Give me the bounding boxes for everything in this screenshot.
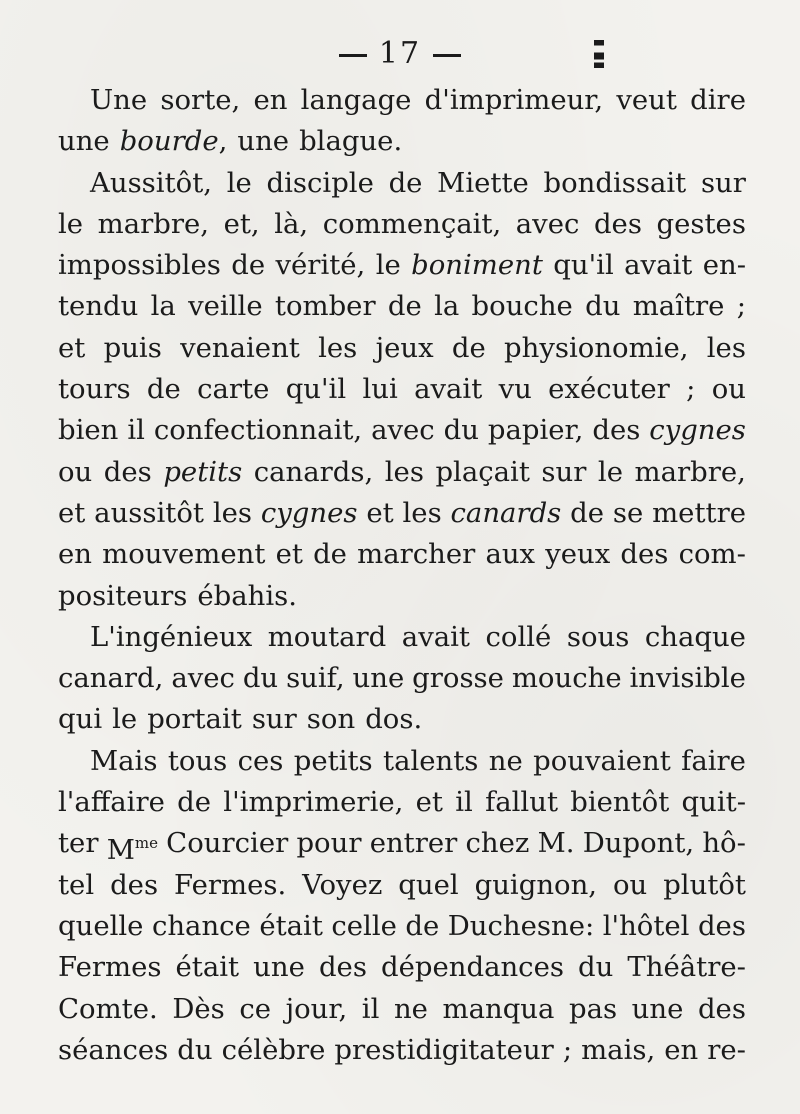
word: des [697, 992, 746, 1025]
word: marcher [357, 538, 476, 571]
word: plaçait [435, 455, 530, 488]
word: pouvaient [533, 744, 671, 777]
word: du [578, 951, 614, 984]
word: était [175, 951, 240, 984]
word: quel [398, 868, 459, 901]
text-line [58, 204, 746, 245]
word: de [388, 166, 423, 199]
text-line [58, 658, 746, 699]
word: jeux [375, 331, 434, 364]
text-line [58, 493, 746, 534]
word: prestidigitateur [334, 1033, 554, 1066]
word: chance [151, 909, 251, 942]
word: et [275, 538, 303, 571]
word: il [127, 414, 145, 447]
word: de [405, 909, 440, 942]
word: des [103, 455, 152, 488]
printer-mark [594, 40, 604, 68]
word: tous [167, 744, 228, 777]
word: sur [251, 703, 297, 736]
word: du [585, 290, 621, 323]
word: Fermes [58, 951, 162, 984]
word: sur [541, 455, 587, 488]
word: les [402, 496, 442, 529]
word: quelle [58, 909, 144, 942]
text-line [58, 617, 746, 658]
text-line [58, 741, 746, 782]
word: Une [90, 84, 148, 116]
word: qu'il [285, 373, 347, 406]
word: les [706, 331, 746, 364]
word: la [150, 290, 176, 323]
word: de [231, 249, 266, 282]
word: ébahis. [197, 579, 298, 612]
word: les [318, 331, 358, 364]
word: une [631, 992, 684, 1025]
word: une [237, 125, 290, 158]
word: ne [393, 992, 428, 1025]
word: en [253, 84, 288, 116]
word: dire [690, 84, 746, 116]
word: petits [163, 455, 243, 488]
word: gestes [656, 207, 746, 240]
word: bouche [471, 290, 573, 323]
word: marbre, [634, 455, 746, 488]
word: sur [700, 166, 746, 199]
word: re- [707, 1033, 746, 1066]
word: lui [362, 373, 398, 406]
word: disciple [266, 166, 374, 199]
word: là, [274, 207, 309, 240]
word: des [592, 414, 641, 447]
word: vu [498, 373, 532, 406]
word: chaque [644, 620, 746, 653]
word: pour [296, 827, 362, 860]
word: M. [537, 827, 575, 860]
word: Miette [437, 166, 529, 199]
text-line [58, 989, 746, 1030]
word: Dès [172, 992, 225, 1025]
word: de [146, 373, 181, 406]
word: l'imprimerie, [223, 786, 404, 819]
word: aux [485, 538, 536, 571]
word: Comte. [58, 992, 158, 1025]
word: tel [58, 868, 95, 901]
word: jour, [285, 992, 348, 1025]
word: guignon, [474, 868, 598, 901]
word: de [451, 331, 486, 364]
word: bourde, [119, 125, 228, 158]
word: grosse [412, 662, 504, 695]
word: Mais [90, 744, 158, 777]
word: petits [293, 744, 373, 777]
page-number [0, 36, 800, 71]
word: d'imprimeur, [424, 84, 604, 116]
word: canard, [58, 662, 164, 695]
word: aussitôt [94, 496, 204, 529]
word: ; [562, 1033, 573, 1066]
word: en [58, 538, 92, 571]
word: son [306, 703, 356, 736]
word: boniment [411, 249, 543, 282]
word: et [366, 496, 394, 529]
word: mouche [511, 662, 622, 695]
word: plutôt [663, 868, 746, 901]
word: Aussitôt, [90, 166, 212, 199]
text-line [58, 699, 746, 740]
word: une [352, 662, 405, 695]
text-line [58, 328, 746, 369]
word: qui [58, 703, 103, 736]
word: les [212, 496, 252, 529]
word: et [58, 331, 86, 364]
word: le [112, 703, 138, 736]
text-line [58, 452, 746, 493]
word: le [597, 455, 623, 488]
word: tours [58, 373, 131, 406]
word: Théâtre- [627, 951, 746, 984]
word: était [259, 909, 323, 942]
dash-left [339, 54, 367, 57]
word: manqua [442, 992, 555, 1025]
word: celle [331, 909, 397, 942]
word: Duchesne: [447, 909, 595, 942]
word: de [387, 290, 422, 323]
word: pas [568, 992, 618, 1025]
word: des [318, 951, 367, 984]
word: bien [58, 414, 119, 447]
word: une [253, 951, 305, 984]
text-line [58, 906, 746, 947]
word: il [455, 786, 473, 819]
word: avec [371, 414, 435, 447]
word: portait [147, 703, 242, 736]
word: célèbre [221, 1033, 326, 1066]
word: tendu [58, 290, 139, 323]
word: papier, [487, 414, 584, 447]
word: ou [711, 373, 746, 406]
word: puis [103, 331, 162, 364]
word: commençait, [322, 207, 502, 240]
word: avec [171, 662, 235, 695]
word: tomber [274, 290, 376, 323]
word: l'hôtel [602, 909, 690, 942]
word: confectionnait, [153, 414, 363, 447]
word: impossibles [58, 249, 221, 282]
text-line [58, 163, 746, 204]
word: hô- [702, 827, 746, 860]
word: $M^{me}$ [106, 834, 158, 867]
word: la [434, 290, 460, 323]
word: Dupont, [582, 827, 695, 860]
word: quit- [681, 786, 746, 819]
word: ter [58, 827, 99, 860]
word: des [620, 538, 669, 571]
word: moutard [267, 620, 387, 653]
word: ou [58, 455, 93, 488]
word: de [570, 496, 605, 529]
word: chez [465, 827, 530, 860]
word: veut [616, 84, 677, 116]
word: invisible [629, 662, 746, 695]
word: sorte, [160, 84, 241, 116]
word: marbre, [97, 207, 210, 240]
word: avait [414, 373, 483, 406]
text-line [58, 80, 746, 121]
word: Courcier [166, 827, 289, 860]
word: dos. [365, 703, 423, 736]
word: yeux [545, 538, 611, 571]
word: séances [58, 1033, 169, 1066]
word: cygnes [649, 414, 746, 447]
word: ou [612, 868, 648, 901]
text-line [58, 369, 746, 410]
text-line [58, 782, 746, 823]
word: une [58, 125, 110, 158]
word: collé [485, 620, 552, 653]
word: maître [632, 290, 725, 323]
word: suif, [286, 662, 345, 695]
word: fallut [485, 786, 558, 819]
word: et [415, 786, 443, 819]
word: com- [678, 538, 746, 571]
text-line [58, 410, 746, 451]
word: carte [197, 373, 270, 406]
word: ; [736, 290, 746, 323]
word: langage [300, 84, 412, 116]
word: bientôt [570, 786, 670, 819]
word: en [664, 1033, 699, 1066]
word: canards, [253, 455, 374, 488]
word: les [384, 455, 424, 488]
word: sous [566, 620, 630, 653]
word: ce [239, 992, 271, 1025]
text-line [58, 121, 746, 162]
word: Voyez [302, 868, 383, 901]
word: l'affaire [58, 786, 165, 819]
word: vérité, [275, 249, 366, 282]
word: ne [488, 744, 523, 777]
word: venaient [180, 331, 300, 364]
text-line [58, 245, 746, 286]
word: du [443, 414, 479, 447]
text-line [58, 534, 746, 575]
word: blague. [299, 125, 403, 158]
word: il [361, 992, 380, 1025]
word: du [177, 1033, 213, 1066]
word: et, [223, 207, 260, 240]
dash-right [433, 54, 461, 57]
word: mouvement [102, 538, 266, 571]
text-line [58, 1030, 746, 1071]
word: bondissait [543, 166, 687, 199]
word: se [612, 496, 644, 529]
word: avec [515, 207, 580, 240]
text-line [58, 286, 746, 327]
word: du [242, 662, 279, 695]
word: positeurs [58, 579, 188, 612]
word: des [697, 909, 746, 942]
word: ; [686, 373, 696, 406]
word: le [58, 207, 84, 240]
word: ces [237, 744, 284, 777]
word: cygnes [260, 496, 358, 529]
body-text [58, 80, 746, 1071]
word: avait [401, 620, 470, 653]
word: physionomie, [504, 331, 689, 364]
word: L'ingénieux [90, 620, 253, 653]
word: faire [681, 744, 746, 777]
word: en- [702, 249, 746, 282]
word: avait [624, 249, 693, 282]
word: des [593, 207, 642, 240]
word: dépendances [381, 951, 564, 984]
word: Fermes. [174, 868, 287, 901]
word: talents [383, 744, 479, 777]
page-number-value: 17 [378, 36, 422, 71]
text-line [58, 947, 746, 988]
text-line [58, 865, 746, 906]
word: des [110, 868, 159, 901]
text-line [58, 823, 746, 867]
word: et [58, 496, 86, 529]
word: le [375, 249, 401, 282]
word: mais, [581, 1033, 656, 1066]
word: canards [450, 496, 562, 529]
word: le [226, 166, 252, 199]
word: de [313, 538, 347, 571]
word: exécuter [548, 373, 670, 406]
word: entrer [369, 827, 458, 860]
word: veille [188, 290, 263, 323]
text-line [58, 576, 746, 617]
word: qu'il [553, 249, 614, 282]
word: mettre [652, 496, 746, 529]
word: de [177, 786, 212, 819]
